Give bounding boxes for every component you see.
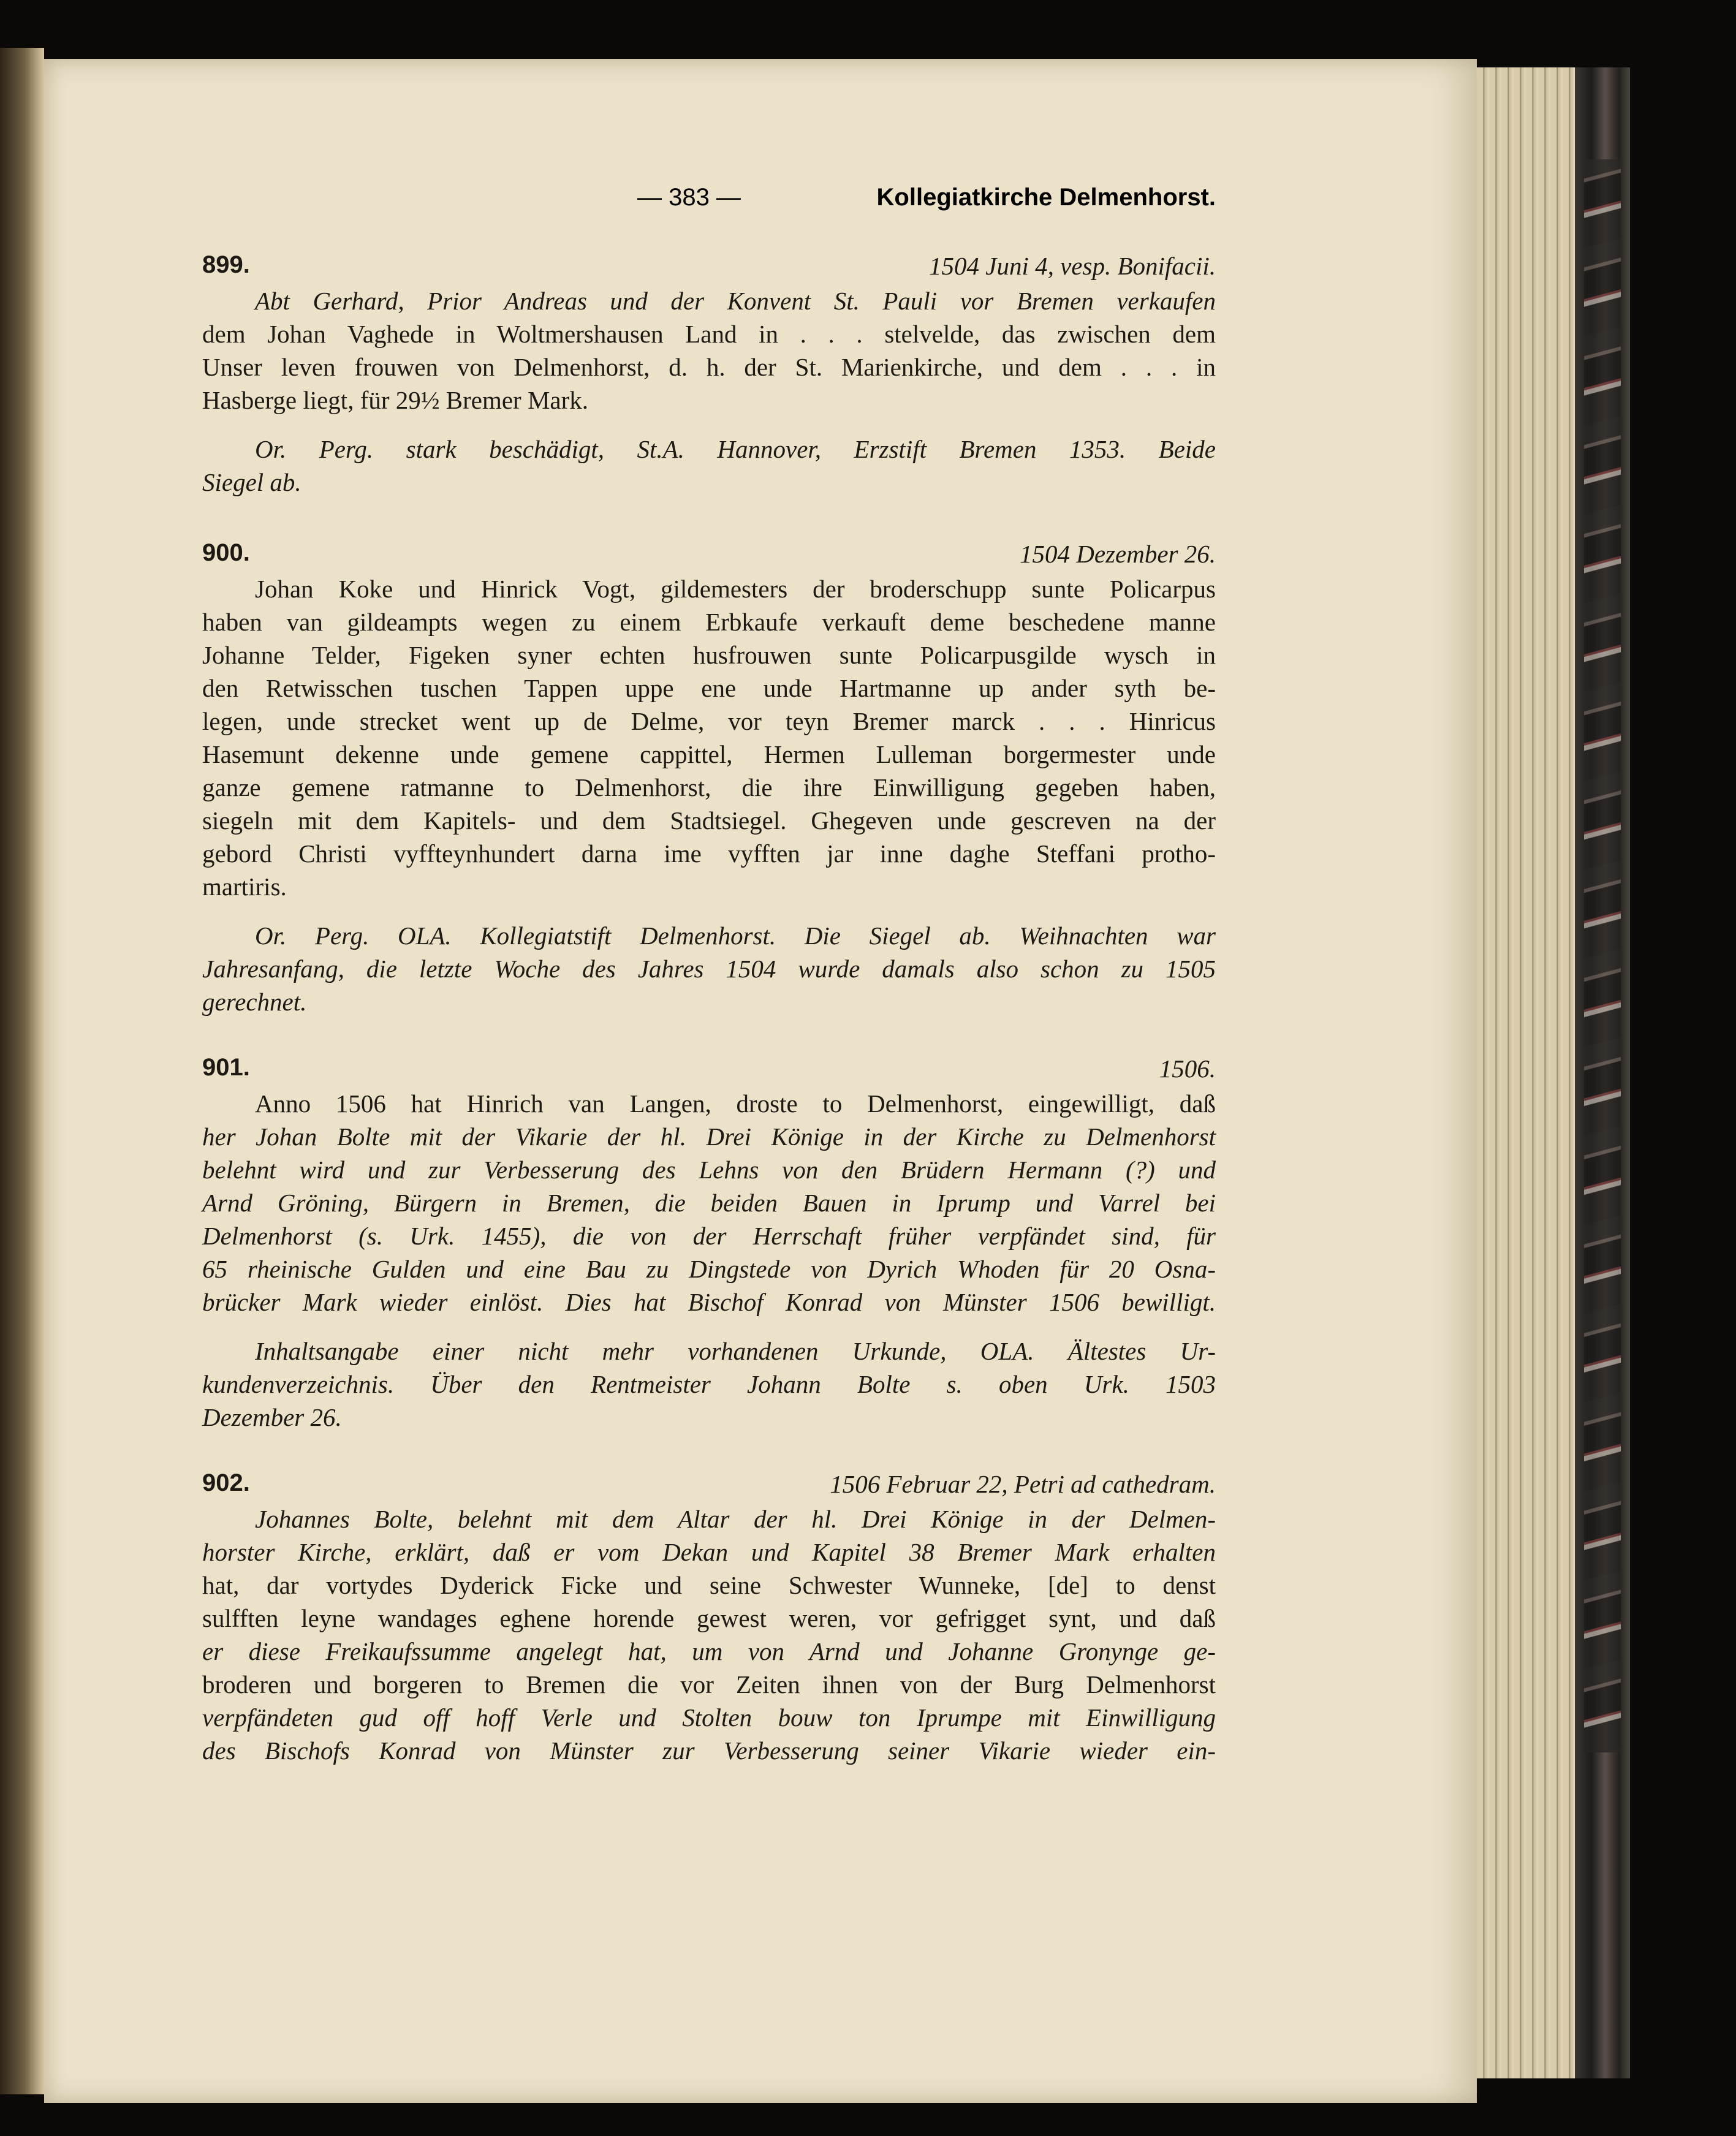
body-line: brücker Mark wieder einlöst. Dies hat Bischof Konrad von Münster 1506 bewilligt. xyxy=(202,1288,1216,1316)
body-line: den Retwisschen tuschen Tappen uppe ene unde Hartmanne up ander syth be- xyxy=(202,674,1216,702)
body-line: belehnt wird und zur Verbesserung des Lehns von den Brüdern Hermann (?) und xyxy=(202,1156,1216,1184)
entry-number: 902. xyxy=(202,1469,250,1496)
body-line: ganze gemene ratmanne to Delmenhorst, die ihre Einwilligung gegeben haben, xyxy=(202,773,1216,801)
entry-date: 1504 Dezember 26. xyxy=(1020,540,1216,568)
body-line: Delmenhorst (s. Urk. 1455), die von der Herrschaft früher verpfändet sind, für xyxy=(202,1222,1216,1250)
body-line: hat, dar vortydes Dyderick Ficke und seine Schwester Wunneke, [de] to denst xyxy=(202,1571,1216,1599)
note-line: Or. Perg. OLA. Kollegiatstift Delmenhorst. Die Siegel ab. Weihnachten war xyxy=(255,922,1216,950)
running-title: Kollegiatkirche Delmenhorst. xyxy=(876,184,1216,211)
body-line: 65 rheinische Gulden und eine Bau zu Dingstede von Dyrich Whoden für 20 Osna- xyxy=(202,1255,1216,1283)
marbled-cover-pattern xyxy=(1584,159,1621,1752)
body-line: Anno 1506 hat Hinrich van Langen, droste to Delmenhorst, eingewilligt, daß xyxy=(255,1089,1216,1118)
body-line: Hasemunt dekenne unde gemene cappittel, Hermen Lulleman borgermester unde xyxy=(202,740,1216,768)
entry-number: 900. xyxy=(202,539,250,566)
body-line: Johan Koke und Hinrick Vogt, gildemesters der broderschupp sunte Policarpus xyxy=(255,575,1216,603)
body-line: siegeln mit dem Kapitels- und dem Stadtsiegel. Ghegeven unde gescreven na der xyxy=(202,806,1216,835)
entry-date: 1506 Februar 22, Petri ad cathedram. xyxy=(830,1470,1216,1498)
body-line: haben van gildeampts wegen zu einem Erbkaufe verkauft deme beschedene manne xyxy=(202,608,1216,636)
body-line: gebord Christi vyffteynhundert darna ime vyfften jar inne daghe Steffani protho- xyxy=(202,839,1216,868)
body-line: martiris. xyxy=(202,873,287,901)
entry-date: 1506. xyxy=(1159,1055,1216,1083)
note-line: Inhaltsangabe einer nicht mehr vorhandenen Urkunde, OLA. Ältestes Ur- xyxy=(255,1337,1216,1365)
page-number: — 383 — xyxy=(637,184,741,211)
body-line: Unser leven frouwen von Delmenhorst, d. h. der St. Marienkirche, und dem . . . in xyxy=(202,353,1216,381)
body-line: Johanne Telder, Figeken syner echten husfrouwen sunte Policarpusgilde wysch in xyxy=(202,641,1216,669)
body-line: horster Kirche, erklärt, daß er vom Dekan und Kapitel 38 Bremer Mark erhalten xyxy=(202,1538,1216,1566)
body-line: Johannes Bolte, belehnt mit dem Altar der hl. Drei Könige in der Delmen- xyxy=(255,1505,1216,1533)
entry-date: 1504 Juni 4, vesp. Bonifacii. xyxy=(929,252,1216,280)
entry-number: 901. xyxy=(202,1054,250,1081)
body-line: dem Johan Vaghede in Woltmershausen Land in . . . stelvelde, das zwischen dem xyxy=(202,320,1216,348)
body-line: Arnd Gröning, Bürgern in Bremen, die beiden Bauen in Iprump und Varrel bei xyxy=(202,1189,1216,1217)
body-line: des Bischofs Konrad von Münster zur Verbesserung seiner Vikarie wieder ein- xyxy=(202,1736,1216,1765)
body-line: verpfändeten gud off hoff Verle und Stolten bouw ton Iprumpe mit Einwilligung xyxy=(202,1703,1216,1732)
note-line: kundenverzeichnis. Über den Rentmeister Johann Bolte s. oben Urk. 1503 xyxy=(202,1370,1216,1398)
body-line: sulfften leyne wandages eghene horende gewest weren, vor gefrigget synt, und daß xyxy=(202,1604,1216,1632)
body-line: legen, unde strecket went up de Delme, vor teyn Bremer marck . . . Hinricus xyxy=(202,707,1216,735)
facing-page-edge xyxy=(0,48,44,2094)
body-line: her Johan Bolte mit der Vikarie der hl. Drei Könige in der Kirche zu Delmenhorst xyxy=(202,1123,1216,1151)
note-line: Jahresanfang, die letzte Woche des Jahres 1504 wurde damals also schon zu 1505 xyxy=(202,955,1216,983)
page-stack-edges xyxy=(1477,67,1575,2078)
note-line: Siegel ab. xyxy=(202,468,301,496)
body-line: Hasberge liegt, für 29½ Bremer Mark. xyxy=(202,386,588,414)
body-line: er diese Freikaufssumme angelegt hat, um von Arnd und Johanne Gronynge ge- xyxy=(202,1637,1216,1665)
entry-number: 899. xyxy=(202,251,250,278)
note-line: gerechnet. xyxy=(202,988,307,1016)
body-line: broderen und borgeren to Bremen die vor Zeiten ihnen von der Burg Delmenhorst xyxy=(202,1670,1216,1699)
note-line: Dezember 26. xyxy=(202,1403,342,1431)
note-line: Or. Perg. stark beschädigt, St.A. Hannover, Erzstift Bremen 1353. Beide xyxy=(255,435,1216,463)
body-line: Abt Gerhard, Prior Andreas und der Konvent St. Pauli vor Bremen verkaufen xyxy=(255,287,1216,315)
